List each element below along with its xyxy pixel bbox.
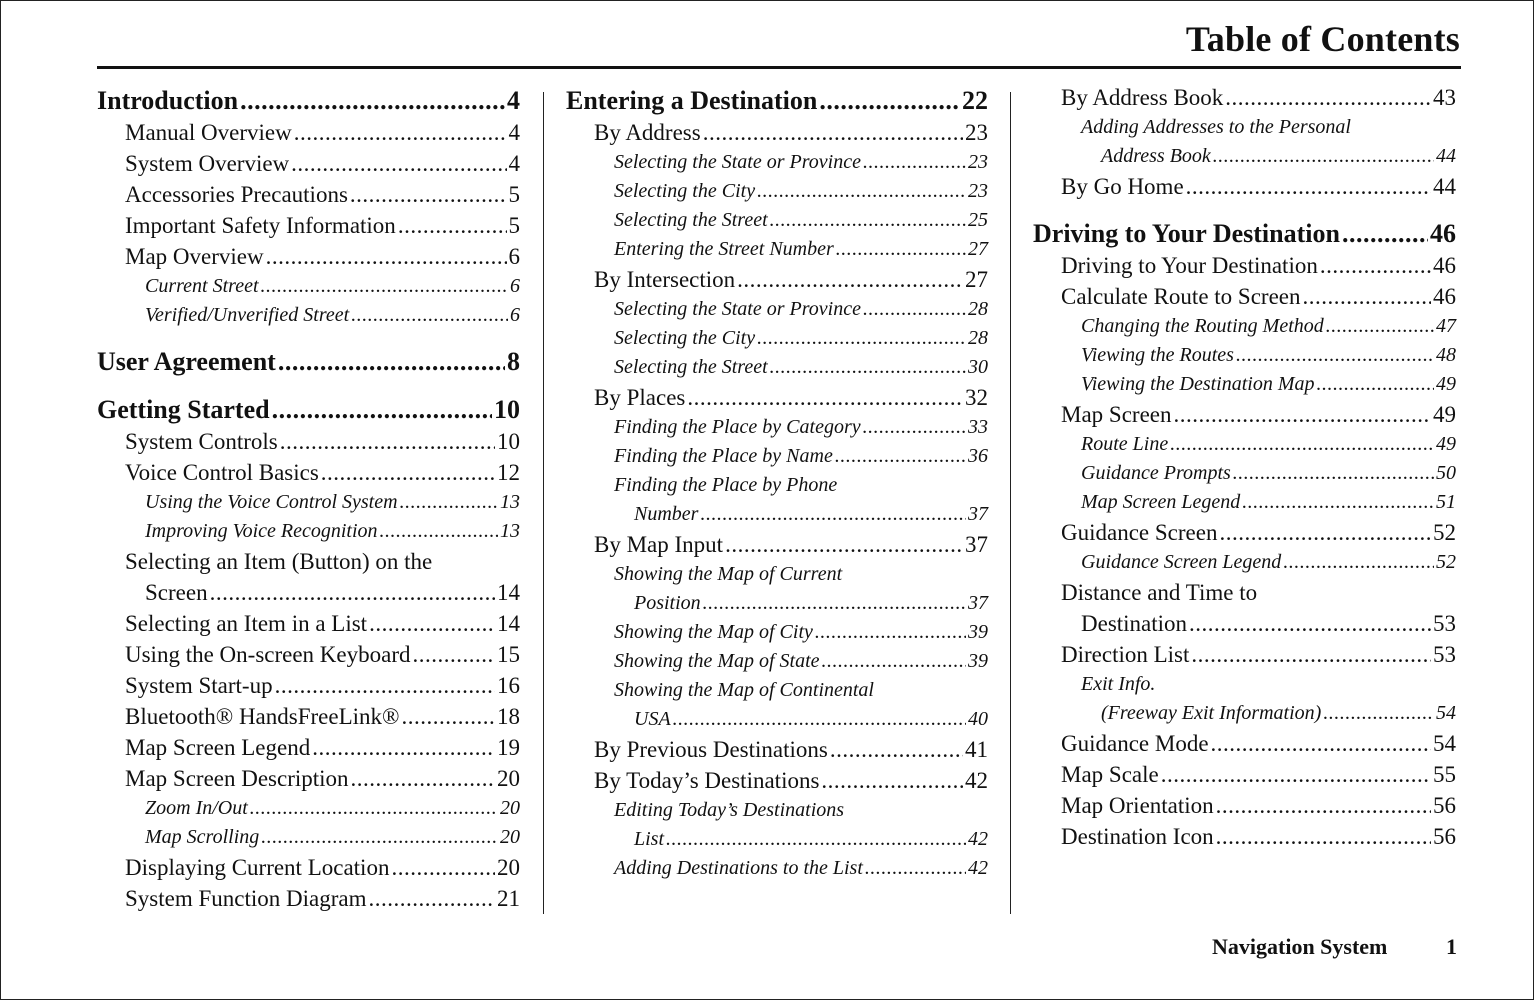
toc-entry: [145, 580, 520, 606]
toc-page-number: 51: [1436, 491, 1456, 513]
toc-page-number: 23: [968, 180, 988, 202]
leader-dots: [312, 735, 495, 761]
toc-page-number: 44: [1436, 145, 1456, 167]
toc-entry-title: Using the Voice Control System: [145, 491, 398, 513]
leader-dots: [261, 826, 498, 849]
toc-entry: [594, 385, 988, 411]
toc-entry-title: Selecting the State or Province: [614, 298, 861, 320]
leader-dots: [1174, 402, 1432, 428]
leader-dots: [266, 244, 507, 270]
toc-page-number: 20: [497, 766, 520, 791]
leader-dots: [666, 828, 966, 851]
toc-entry: [1061, 85, 1456, 111]
toc-page-number: 44: [1433, 174, 1456, 199]
toc-page-number: 53: [1433, 611, 1456, 636]
toc-page-number: 14: [497, 611, 520, 636]
column-divider-1: [543, 92, 544, 914]
toc-entry: [1061, 762, 1456, 788]
toc-page-number: 42: [965, 768, 988, 793]
toc-entry-title: By Previous Destinations: [594, 737, 828, 762]
toc-entry: [125, 429, 520, 455]
toc-page-number: 37: [965, 532, 988, 557]
toc-page-number: 54: [1436, 702, 1456, 724]
leader-dots: [294, 120, 507, 146]
toc-entry-title: USA: [634, 708, 671, 730]
toc-entry: [1101, 145, 1456, 168]
leader-dots: [1216, 824, 1431, 850]
toc-page-number: 5: [508, 213, 520, 238]
toc-entry-title: Number: [634, 503, 699, 525]
toc-entry: [125, 460, 520, 486]
toc-entry-title: Position: [634, 592, 701, 614]
toc-page-number: 23: [968, 151, 988, 173]
leader-dots: [1317, 373, 1435, 396]
toc-entry: [97, 86, 520, 116]
toc-entry: [614, 238, 988, 261]
leader-dots: [1342, 219, 1428, 249]
toc-entry-title: System Overview: [125, 151, 290, 176]
toc-entry: [125, 151, 520, 177]
toc-page-number: 32: [965, 385, 988, 410]
leader-dots: [351, 766, 495, 792]
toc-entry: [1061, 824, 1456, 850]
toc-entry-title: System Controls: [125, 429, 278, 454]
toc-entry-title: Selecting the Street: [614, 356, 768, 378]
toc-entry-title: Editing Today’s Destinations: [614, 799, 845, 821]
title-rule: [97, 66, 1461, 69]
toc-entry-title: Using the On-screen Keyboard: [125, 642, 411, 667]
toc-page-number: 6: [510, 304, 520, 326]
leader-dots: [1283, 551, 1434, 574]
toc-page-number: 10: [497, 429, 520, 454]
toc-page-number: 27: [965, 267, 988, 292]
leader-dots: [350, 182, 507, 208]
toc-entry-title: By Intersection: [594, 267, 736, 292]
toc-entry: [1061, 520, 1456, 546]
leader-dots: [700, 503, 966, 526]
leader-dots: [368, 886, 495, 912]
leader-dots: [1225, 85, 1431, 111]
toc-entry-title: Map Screen Legend: [125, 735, 311, 760]
toc-entry-title: Selecting the Street: [614, 209, 768, 231]
toc-entry: [97, 395, 520, 425]
toc-page-number: 6: [510, 275, 520, 297]
toc-entry: [125, 886, 520, 912]
toc-entry-title: Adding Destinations to the List: [614, 857, 863, 879]
toc-entry: [1061, 253, 1456, 279]
leader-dots: [822, 650, 966, 673]
leader-dots: [1242, 491, 1434, 514]
toc-page-number: 4: [508, 120, 520, 145]
toc-entry-title: Showing the Map of Continental: [614, 679, 874, 701]
toc-page-number: 52: [1436, 551, 1456, 573]
toc-page-number: 54: [1433, 731, 1456, 756]
leader-dots: [275, 673, 495, 699]
toc-entry-title: Adding Addresses to the Personal: [1081, 116, 1351, 138]
toc-entry-title: Guidance Screen: [1061, 520, 1218, 545]
toc-page-number: 52: [1433, 520, 1456, 545]
leader-dots: [863, 151, 966, 174]
leader-dots: [321, 460, 495, 486]
toc-entry: [614, 621, 988, 644]
toc-page-number: 50: [1436, 462, 1456, 484]
toc-entry: [614, 180, 988, 203]
toc-entry-title: Destination Icon: [1061, 824, 1214, 849]
toc-entry: [614, 416, 988, 439]
leader-dots: [757, 327, 966, 350]
toc-entry-title: List: [634, 828, 665, 850]
leader-dots: [1191, 642, 1431, 668]
leader-dots: [830, 737, 963, 763]
toc-entry-title: By Address: [594, 120, 701, 145]
toc-page-number: 13: [500, 520, 520, 542]
leader-dots: [250, 797, 498, 820]
leader-dots: [1236, 344, 1434, 367]
toc-entry-title: Map Orientation: [1061, 793, 1214, 818]
toc-entry: [1101, 702, 1456, 725]
toc-page-number: 20: [500, 797, 520, 819]
leader-dots: [280, 429, 495, 455]
toc-entry: [634, 828, 988, 851]
leader-dots: [1303, 284, 1431, 310]
toc-entry: [614, 445, 988, 468]
toc-page-number: 25: [968, 209, 988, 231]
page-number: 1: [1446, 934, 1457, 959]
leader-dots: [865, 857, 966, 880]
toc-entry: [1081, 491, 1456, 514]
toc-entry: [614, 298, 988, 321]
toc-page-number: 30: [968, 356, 988, 378]
leader-dots: [770, 356, 966, 379]
toc-entry-title: User Agreement: [97, 347, 276, 376]
toc-page-number: 55: [1433, 762, 1456, 787]
leader-dots: [240, 86, 505, 116]
leader-dots: [1211, 731, 1431, 757]
toc-entry: [614, 650, 988, 673]
toc-page-number: 22: [962, 86, 988, 115]
toc-entry-title: Address Book: [1101, 145, 1211, 167]
leader-dots: [703, 120, 963, 146]
toc-page-number: 46: [1430, 219, 1456, 248]
toc-entry: [634, 592, 988, 615]
toc-page-number: 53: [1433, 642, 1456, 667]
leader-dots: [863, 416, 966, 439]
toc-entry: [594, 768, 988, 794]
toc-page-number: 12: [497, 460, 520, 485]
toc-entry-title: Guidance Mode: [1061, 731, 1209, 756]
toc-entry: [594, 267, 988, 293]
toc-page-number: 43: [1433, 85, 1456, 110]
toc-entry-title: (Freeway Exit Information): [1101, 702, 1322, 724]
toc-entry: [1081, 433, 1456, 456]
toc-page-number: 39: [968, 650, 988, 672]
toc-entry-title: Displaying Current Location: [125, 855, 390, 880]
toc-entry: [125, 120, 520, 146]
toc-page-number: 28: [968, 298, 988, 320]
toc-page-number: 37: [968, 503, 988, 525]
toc-entry: [145, 826, 520, 849]
toc-entry-title: Map Scrolling: [145, 826, 260, 848]
toc-entry-title: System Start-up: [125, 673, 273, 698]
toc-entry-title: Guidance Screen Legend: [1081, 551, 1282, 573]
toc-page-number: 23: [965, 120, 988, 145]
toc-page-number: 41: [965, 737, 988, 762]
toc-entry: [614, 151, 988, 174]
column-divider-2: [1010, 92, 1011, 914]
toc-page-number: 20: [497, 855, 520, 880]
toc-entry-title: Guidance Prompts: [1081, 462, 1231, 484]
toc-entry: [614, 209, 988, 232]
toc-page-number: 21: [497, 886, 520, 911]
toc-entry: [125, 735, 520, 761]
toc-entry-title: Introduction: [97, 86, 239, 115]
toc-entry: [125, 213, 520, 239]
toc-page-number: 37: [968, 592, 988, 614]
toc-page-number: 13: [500, 491, 520, 513]
toc-entry-title: By Places: [594, 385, 686, 410]
toc-entry: [1061, 402, 1456, 428]
toc-entry-title: Driving to Your Destination: [1033, 219, 1340, 248]
toc-entry-title: Viewing the Routes: [1081, 344, 1234, 366]
leader-dots: [770, 209, 966, 232]
toc-entry: [125, 182, 520, 208]
toc-entry: [1061, 174, 1456, 200]
toc-page-number: 33: [968, 416, 988, 438]
toc-entry: [1061, 793, 1456, 819]
leader-dots: [1186, 174, 1431, 200]
toc-entry: [1081, 344, 1456, 367]
leader-dots: [1170, 433, 1434, 456]
leader-dots: [863, 298, 966, 321]
toc-entry: [1081, 462, 1456, 485]
toc-entry: [145, 491, 520, 514]
leader-dots: [398, 213, 507, 239]
toc-page-number: 19: [497, 735, 520, 760]
toc-page-number: 14: [497, 580, 520, 605]
toc-page-number: 15: [497, 642, 520, 667]
toc-entry-title: Screen: [145, 580, 208, 605]
toc-entry: [634, 708, 988, 731]
leader-dots: [687, 385, 963, 411]
leader-dots: [369, 611, 495, 637]
toc-entry-title: Entering the Street Number: [614, 238, 834, 260]
toc-entry-title: Selecting the City: [614, 180, 756, 202]
toc-entry: [1081, 611, 1456, 637]
toc-page-number: 46: [1433, 253, 1456, 278]
toc-entry: [125, 673, 520, 699]
leader-dots: [291, 151, 506, 177]
toc-entry: [145, 520, 520, 543]
toc-page-number: 10: [494, 395, 520, 424]
leader-dots: [380, 520, 498, 543]
toc-entry-title: Viewing the Destination Map: [1081, 373, 1315, 395]
toc-page-number: 56: [1433, 793, 1456, 818]
leader-dots: [757, 180, 966, 203]
toc-entry-title: Finding the Place by Category: [614, 416, 861, 438]
toc-entry: [1061, 642, 1456, 668]
toc-entry: [125, 704, 520, 730]
toc-entry-title: Selecting the State or Province: [614, 151, 861, 173]
leader-dots: [413, 642, 496, 668]
toc-entry-title: Accessories Precautions: [125, 182, 348, 207]
toc-entry-title: Route Line: [1081, 433, 1169, 455]
toc-entry-title: Selecting an Item (Button) on the: [125, 549, 433, 574]
leader-dots: [351, 304, 508, 327]
leader-dots: [400, 491, 498, 514]
toc-entry-title: Current Street: [145, 275, 259, 297]
toc-entry-title: Exit Info.: [1081, 673, 1156, 695]
toc-entry: [97, 347, 520, 377]
toc-page-number: 6: [508, 244, 520, 269]
toc-entry-title: By Map Input: [594, 532, 724, 557]
leader-dots: [821, 768, 963, 794]
leader-dots: [402, 704, 496, 730]
leader-dots: [815, 621, 966, 644]
toc-entry-title: By Address Book: [1061, 85, 1224, 110]
toc-page-number: 49: [1436, 433, 1456, 455]
toc-page-number: 20: [500, 826, 520, 848]
toc-entry: [125, 244, 520, 270]
leader-dots: [210, 580, 495, 606]
leader-dots: [835, 445, 966, 468]
leader-dots: [1326, 315, 1434, 338]
toc-entry-title: Manual Overview: [125, 120, 292, 145]
leader-dots: [725, 532, 963, 558]
toc-entry-title: Map Scale: [1061, 762, 1159, 787]
toc-entry: [566, 86, 988, 116]
toc-entry-title: Destination: [1081, 611, 1188, 636]
toc-page-number: 42: [968, 857, 988, 879]
toc-entry-title: Showing the Map of State: [614, 650, 820, 672]
toc-entry: [1033, 219, 1456, 249]
toc-page-number: 4: [508, 151, 520, 176]
toc-page-number: 8: [507, 347, 520, 376]
leader-dots: [836, 238, 966, 261]
toc-entry: [1061, 731, 1456, 757]
leader-dots: [673, 708, 966, 731]
toc-entry-title: Map Screen Legend: [1081, 491, 1241, 513]
toc-entry-title: Showing the Map of Current: [614, 563, 843, 585]
toc-entry-title: Map Overview: [125, 244, 264, 269]
leader-dots: [819, 86, 960, 116]
toc-entry-title: Bluetooth® HandsFreeLink®: [125, 704, 400, 729]
toc-entry: [125, 855, 520, 881]
leader-dots: [1189, 611, 1431, 637]
toc-page-number: 46: [1433, 284, 1456, 309]
toc-page-number: 49: [1436, 373, 1456, 395]
toc-page-number: 36: [968, 445, 988, 467]
toc-entry-title: Driving to Your Destination: [1061, 253, 1318, 278]
toc-page-number: 40: [968, 708, 988, 730]
toc-entry-title: Calculate Route to Screen: [1061, 284, 1301, 309]
toc-entry-title: Direction List: [1061, 642, 1190, 667]
leader-dots: [1323, 702, 1434, 725]
toc-entry: [594, 120, 988, 146]
toc-entry: [594, 532, 988, 558]
toc-page-number: 5: [508, 182, 520, 207]
toc-entry-title: Showing the Map of City: [614, 621, 813, 643]
toc-entry: [145, 275, 520, 298]
toc-entry-title: Entering a Destination: [566, 86, 818, 115]
toc-entry: [614, 327, 988, 350]
toc-page-number: 48: [1436, 344, 1456, 366]
leader-dots: [391, 855, 495, 881]
toc-page-number: 42: [968, 828, 988, 850]
page-title: Table of Contents: [1185, 19, 1460, 59]
leader-dots: [1216, 793, 1431, 819]
toc-entry-title: Improving Voice Recognition: [145, 520, 378, 542]
toc-entry: [614, 356, 988, 379]
toc-page-number: 16: [497, 673, 520, 698]
toc-entry: [634, 503, 988, 526]
toc-entry-title: Selecting the City: [614, 327, 756, 349]
leader-dots: [703, 592, 966, 615]
toc-entry: [1081, 373, 1456, 396]
toc-page-number: 39: [968, 621, 988, 643]
toc-page-number: 18: [497, 704, 520, 729]
leader-dots: [1219, 520, 1431, 546]
toc-page-number: 4: [507, 86, 520, 115]
toc-page-number: 27: [968, 238, 988, 260]
toc-entry: [614, 857, 988, 880]
toc-entry-title: System Function Diagram: [125, 886, 367, 911]
leader-dots: [261, 275, 508, 298]
toc-entry-title: Distance and Time to: [1061, 580, 1258, 605]
leader-dots: [1213, 145, 1434, 168]
toc-entry-title: Zoom In/Out: [145, 797, 248, 819]
footer-label: Navigation System: [1212, 934, 1388, 959]
toc-entry-title: Map Screen Description: [125, 766, 349, 791]
toc-entry-title: Voice Control Basics: [125, 460, 319, 485]
toc-entry: [1061, 284, 1456, 310]
toc-page-number: 56: [1433, 824, 1456, 849]
leader-dots: [1233, 462, 1434, 485]
toc-entry-title: Map Screen: [1061, 402, 1172, 427]
toc-entry-title: Finding the Place by Phone: [614, 474, 838, 496]
toc-entry: [1081, 551, 1456, 574]
toc-entry: [145, 797, 520, 820]
leader-dots: [1161, 762, 1431, 788]
toc-entry-title: Verified/Unverified Street: [145, 304, 350, 326]
toc-entry-title: Finding the Place by Name: [614, 445, 833, 467]
toc-entry-title: Selecting an Item in a List: [125, 611, 368, 636]
leader-dots: [1320, 253, 1431, 279]
toc-entry: [1081, 315, 1456, 338]
leader-dots: [278, 347, 505, 377]
toc-entry-title: By Today’s Destinations: [594, 768, 820, 793]
toc-entry: [145, 304, 520, 327]
toc-entry: [125, 766, 520, 792]
toc-entry: [125, 642, 520, 668]
toc-page-number: 49: [1433, 402, 1456, 427]
toc-entry: [125, 611, 520, 637]
toc-page-number: 47: [1436, 315, 1456, 337]
toc-page-number: 28: [968, 327, 988, 349]
toc-entry-title: Important Safety Information: [125, 213, 396, 238]
toc-entry-title: Getting Started: [97, 395, 270, 424]
toc-entry-title: Changing the Routing Method: [1081, 315, 1324, 337]
leader-dots: [272, 395, 492, 425]
leader-dots: [737, 267, 963, 293]
toc-entry: [594, 737, 988, 763]
toc-entry-title: By Go Home: [1061, 174, 1184, 199]
